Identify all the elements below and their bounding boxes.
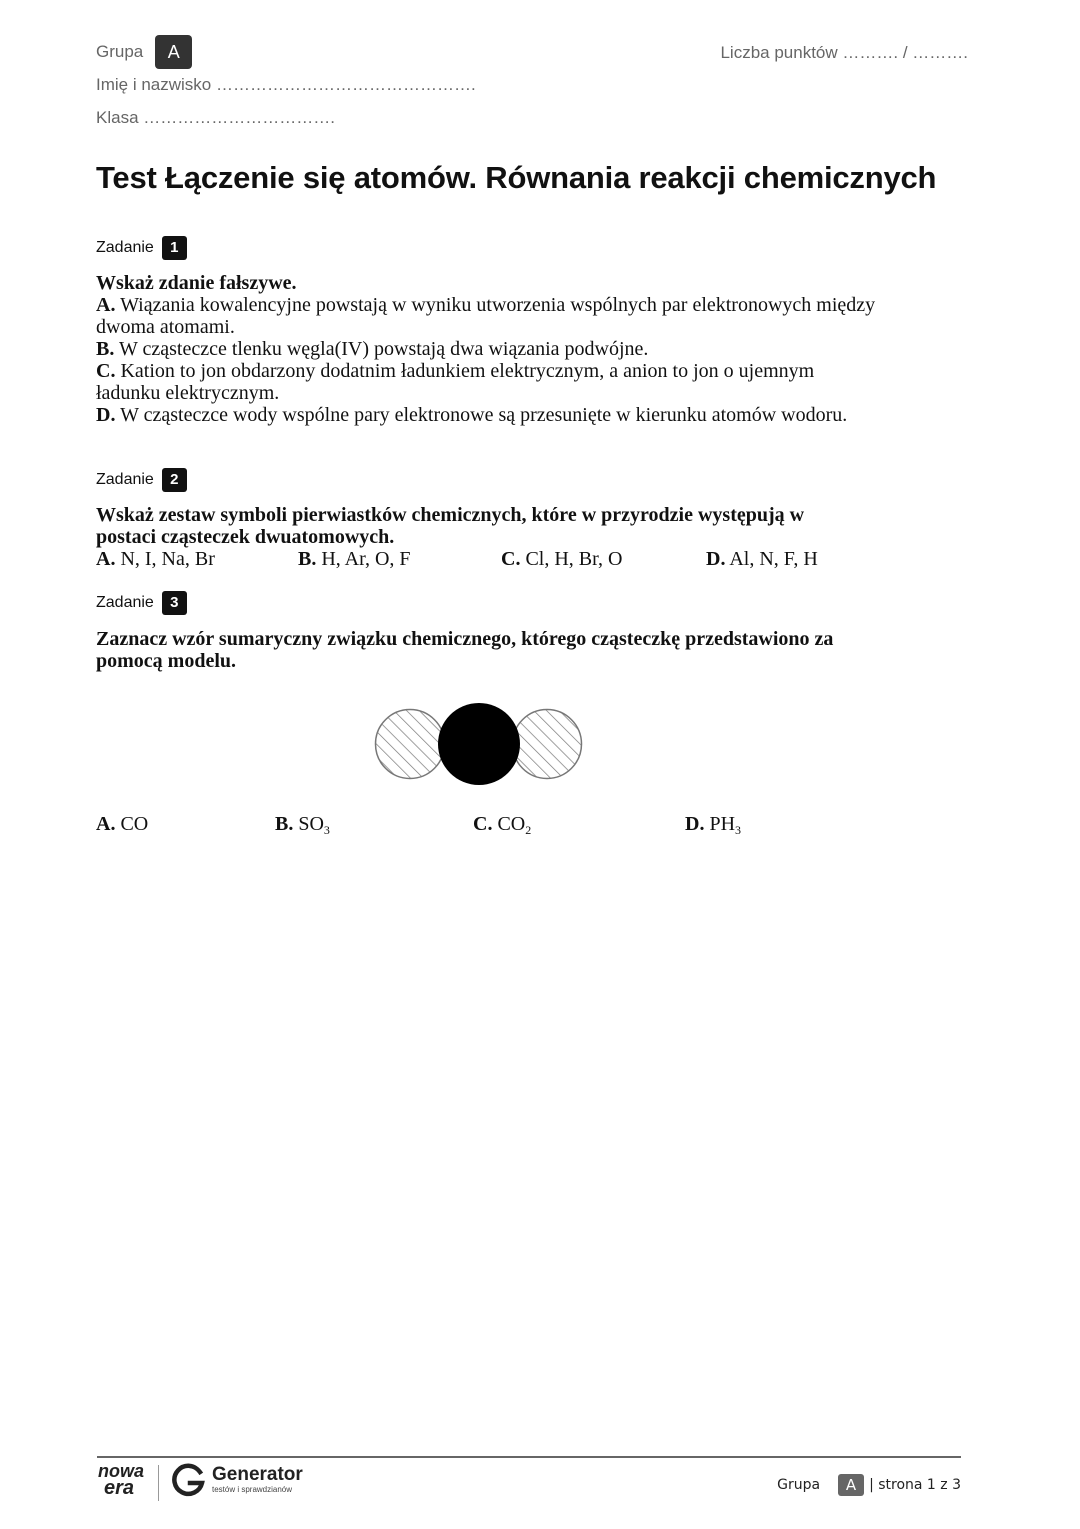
option-letter: D.: [706, 548, 726, 570]
group-label: Grupa: [96, 42, 144, 61]
option-letter: B.: [275, 813, 294, 835]
option-text: CO: [120, 813, 149, 835]
task-label-text: Zadanie: [96, 594, 154, 611]
footer-group-badge: A: [838, 1474, 864, 1496]
answer-option: [473, 813, 531, 835]
option-letter: D.: [96, 404, 116, 426]
generator-subtitle: testów i sprawdzianów: [212, 1485, 293, 1494]
task-number-badge: 3: [162, 591, 187, 615]
logo-nowa-text: nowa: [98, 1461, 145, 1481]
option-letter: C.: [96, 360, 116, 382]
footer-group-label: Grupa: [777, 1477, 821, 1493]
task-1-label: [96, 236, 187, 260]
nowa-era-logo: [98, 1463, 144, 1497]
answer-option: [501, 548, 622, 570]
page-indicator: | strona 1 z 3: [869, 1477, 961, 1493]
generator-logo: [172, 1463, 303, 1497]
option-letter: A.: [96, 813, 116, 835]
page-title: Test Łączenie się atomów. Równania reakcji chemicznych: [96, 160, 937, 195]
task-2-content: [96, 504, 856, 548]
molecule-model: [370, 700, 590, 790]
footer-divider: [97, 1456, 961, 1458]
option-subscript: 2: [525, 823, 532, 837]
logo-separator: [158, 1465, 159, 1501]
side-atom-right: [513, 710, 582, 779]
option-text: Cl, H, Br, O: [525, 548, 623, 570]
task-option: [96, 404, 876, 426]
class-field: Klasa …………………………….: [96, 108, 335, 127]
task-1-content: [96, 272, 876, 426]
option-letter: D.: [685, 813, 705, 835]
task-option: [96, 294, 876, 338]
name-field: Imię i nazwisko ……………………………………….: [96, 75, 476, 94]
option-letter: A.: [96, 294, 116, 316]
option-text: N, I, Na, Br: [120, 548, 215, 570]
task-option: [96, 338, 876, 360]
group-row: [96, 35, 192, 69]
option-text: Kation to jon obdarzony dodatnim ładunkiem elektrycznym, a anion to jon o ujemnym ładunku elektrycznym.: [96, 360, 815, 404]
answer-option: [96, 813, 148, 835]
answer-option: [96, 548, 215, 570]
option-letter: B.: [96, 338, 115, 360]
option-subscript: 3: [735, 823, 742, 837]
points-field: Liczba punktów ………. / ……….: [720, 43, 968, 62]
option-text: H, Ar, O, F: [321, 548, 411, 570]
option-letter: C.: [473, 813, 493, 835]
logo-era-text: era: [104, 1477, 135, 1499]
generator-g-icon: [172, 1463, 206, 1497]
task-question: Wskaż zdanie fałszywe.: [96, 272, 297, 294]
option-text: W cząsteczce tlenku węgla(IV) powstają dwa wiązania podwójne.: [118, 338, 649, 360]
option-text: SO: [298, 813, 324, 835]
option-text: PH: [709, 813, 736, 835]
task-label-text: Zadanie: [96, 471, 154, 488]
option-text: Al, N, F, H: [729, 548, 818, 570]
task-2-label: [96, 468, 187, 492]
task-option: [96, 360, 876, 404]
task-number-badge: 1: [162, 236, 187, 260]
task-question: Wskaż zestaw symboli pierwiastków chemicznych, które w przyrodzie występują w postaci cząsteczek dwuatomowych.: [96, 504, 805, 548]
side-atom-left: [376, 710, 445, 779]
option-text: CO: [497, 813, 526, 835]
task-label-text: Zadanie: [96, 239, 154, 256]
answer-option: [706, 548, 818, 570]
task-3-label: [96, 591, 187, 615]
option-subscript: 3: [323, 823, 330, 837]
group-badge: A: [155, 35, 192, 69]
option-letter: C.: [501, 548, 521, 570]
task-question: Zaznacz wzór sumaryczny związku chemicznego, którego cząsteczkę przedstawiono za pomocą modelu.: [96, 628, 834, 672]
task-number-badge: 2: [162, 468, 187, 492]
option-text: Wiązania kowalencyjne powstają w wyniku utworzenia wspólnych par elektronowych między dwoma atomami.: [96, 294, 876, 338]
answer-option: [298, 548, 411, 570]
task-3-content: [96, 628, 886, 672]
footer-page-info: [777, 1474, 961, 1496]
option-text: W cząsteczce wody wspólne pary elektronowe są przesunięte w kierunku atomów wodoru.: [120, 404, 848, 426]
central-atom: [438, 703, 520, 785]
answer-option: [685, 813, 741, 835]
option-letter: A.: [96, 548, 116, 570]
generator-title: Generator: [212, 1464, 303, 1485]
answer-option: [275, 813, 330, 835]
option-letter: B.: [298, 548, 317, 570]
